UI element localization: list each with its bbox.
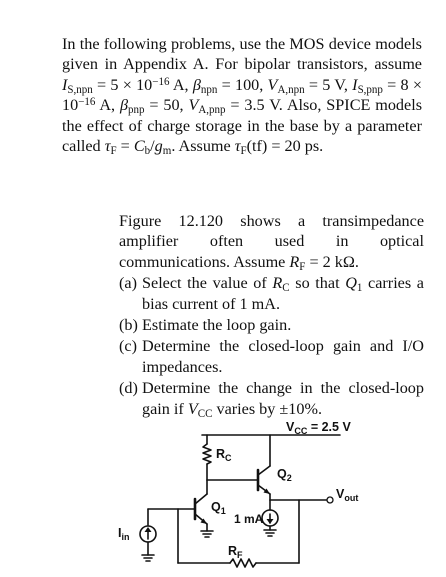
circuit-schematic [0, 418, 446, 577]
is-npn-value: = 5 × 10 [92, 75, 153, 94]
va-npn-symbol: V [267, 75, 278, 94]
rf-resistor [230, 559, 256, 567]
part-c-text: Determine the closed-loop gain and I/O impedances. [142, 337, 424, 376]
part-d-text-pre: Determine the change in the closed-loop gain if [142, 379, 424, 418]
beta-pnp-symbol: β [119, 96, 129, 115]
intro-paragraph [62, 34, 422, 156]
division-slash: / [150, 137, 155, 156]
part-a-text-post: carries a bias current of 1 mA. [142, 274, 424, 313]
problem-part-d [119, 378, 424, 419]
rf-subscript: F [299, 260, 306, 273]
part-d-vcc-subscript: CC [197, 407, 213, 420]
vcc-label: $V_{CC} = 2.5$ V [286, 420, 351, 436]
rc-label: $R_C$ [216, 447, 232, 463]
gm-subscript: m [162, 145, 172, 158]
part-a-rc-symbol: R [272, 274, 283, 293]
va-npn-value: = 5 V, [304, 75, 353, 94]
is-npn-subscript: S,npn [67, 83, 93, 96]
tau-f-subscript-2: F [240, 145, 247, 158]
part-c-tag: (c) [119, 337, 137, 356]
problem-block [119, 211, 424, 419]
problem-lead [119, 211, 424, 272]
problem-parts-list [119, 273, 424, 419]
part-a-text-pre: Select the value of [142, 274, 273, 293]
intro-text [62, 34, 422, 156]
problem-part-a [119, 273, 424, 314]
rf-value: = 2 kΩ. [305, 252, 359, 271]
problem-lead-text: Figure 12.120 shows a transimpedance amplifier often used in optical communications. Assume [119, 212, 424, 271]
part-d-vcc-symbol: V [187, 399, 198, 418]
beta-npn-symbol: β [192, 75, 201, 94]
part-a-text-mid: so that [289, 274, 346, 293]
rf-symbol: R [289, 252, 300, 271]
part-a-q-symbol: Q [345, 274, 357, 293]
q2-label: $Q_2$ [277, 467, 292, 483]
iin-arrow-head [145, 527, 152, 532]
vout-terminal [327, 497, 333, 503]
is-pnp-subscript: S,pnp [357, 83, 383, 96]
part-a-q-subscript: 1 [356, 282, 363, 295]
part-d-text-post: varies by ±10%. [212, 399, 323, 418]
part-d-tag: (d) [119, 379, 138, 398]
rf-label: $R_F$ [228, 544, 243, 560]
tau-f-symbol-2: τ [234, 137, 241, 156]
va-pnp-symbol: V [188, 96, 199, 115]
is-pnp-value: = 8 × 10 [62, 75, 422, 115]
equals-sign: = [116, 137, 134, 156]
tf-value: (tf) = 20 ps. [246, 137, 324, 156]
va-pnp-subscript: A,pnp [198, 104, 226, 117]
gm-symbol: g [154, 137, 163, 156]
beta-pnp-value: = 50, [144, 96, 189, 115]
q2-collector-lead [258, 466, 270, 475]
is-npn-exponent: −16 [152, 75, 170, 88]
cb-subscript: b [144, 145, 151, 158]
rc-resistor [203, 444, 211, 464]
vout-label: $V_{out}$ [336, 487, 359, 503]
part-a-rc-subscript: C [282, 282, 290, 295]
part-b-tag: (b) [119, 316, 138, 335]
is-npn-unit: A, [169, 75, 193, 94]
q1-label: $Q_1$ [211, 500, 226, 516]
bias-current-label: 1 mA [234, 512, 264, 526]
is-pnp-exponent: −16 [78, 96, 96, 109]
beta-npn-subscript: npn [200, 83, 218, 96]
va-pnp-value: = 3.5 V. Also, SPICE models the effect of charge storage in the base by a parameter called [62, 96, 422, 156]
va-npn-subscript: A,npn [277, 83, 305, 96]
part-a-tag: (a) [119, 274, 137, 293]
is-pnp-unit: A, [95, 96, 120, 115]
cb-symbol: C [133, 137, 145, 156]
tau-f-symbol: τ [104, 137, 111, 156]
problem-part-c [119, 336, 424, 377]
bias-arrow-head [267, 519, 274, 524]
part-b-text: Estimate the loop gain. [142, 316, 292, 335]
beta-npn-value: = 100, [217, 75, 268, 94]
tau-f-subscript: F [110, 145, 117, 158]
is-pnp-symbol: I [352, 75, 358, 94]
iin-label: $I_{in}$ [118, 526, 130, 542]
intro-lead-text: In the following problems, use the MOS device models given in Appendix A. For bipolar transistors, assume [62, 35, 422, 74]
is-npn-symbol: I [62, 75, 68, 94]
assume-text: . Assume [171, 137, 235, 156]
q1-collector-lead [195, 494, 207, 504]
problem-part-b [119, 315, 424, 335]
beta-pnp-subscript: pnp [128, 104, 145, 117]
